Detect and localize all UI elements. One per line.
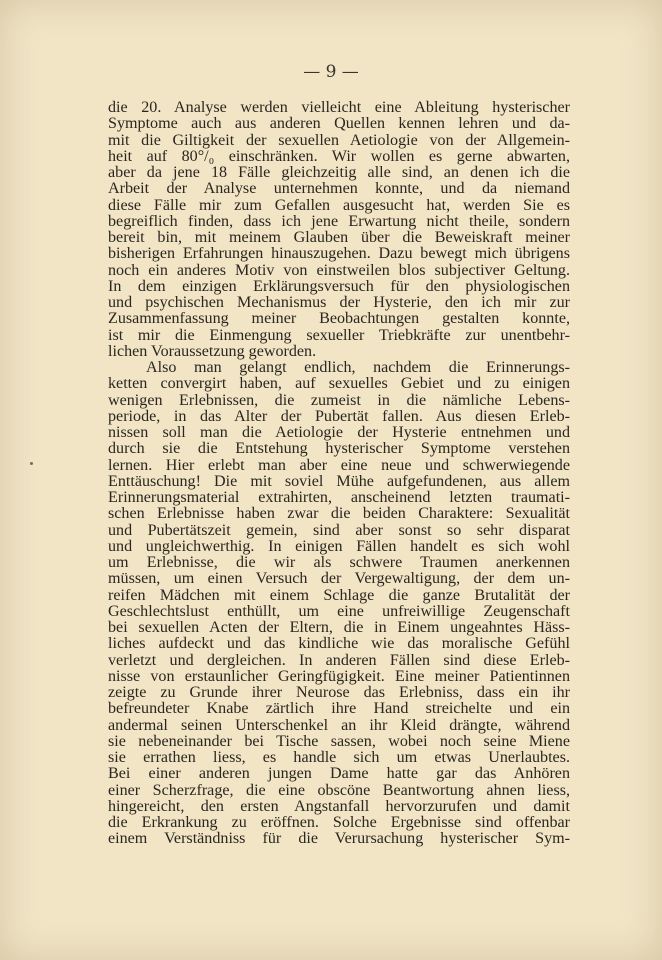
text-line: müssen, um einen Versuch der Vergewaltigung, der dem un- [108,570,570,588]
text-line: und ungleichwerthig. In einigen Fällen handelt es sich wohl [108,537,570,555]
text-line: nissen soll man die Aetiologie der Hysterie entnehmen und [108,424,570,441]
text-line: diese Fälle mir zum Gefallen ausgesucht hat, werden Sie es [108,196,570,214]
text-line: mit die Giltigkeit der sexuellen Aetiologie von der Allgemein- [108,131,570,149]
text-line: lernen. Hier erlebt man aber eine neue und schwerwiegende [108,456,570,474]
text-line: aber da jene 18 Fälle gleichzeitig alle sind, an denen ich die [108,164,570,181]
text-line: liches aufdeckt und das kindliche wie das moralische Gefühl [108,635,570,653]
text-line: Enttäuschung! Die mit soviel Mühe aufgefundenen, aus allem [108,472,570,490]
page-number: — 9 — [303,62,359,82]
text-line: bei sexuellen Acten der Eltern, die in Einem ungeahntes Häss- [108,619,570,636]
text-line: Symptome auch aus anderen Quellen kennen lehren und da- [108,115,570,133]
text-line: hingereicht, den ersten Angstanfall hervorzurufen und damit [108,797,570,815]
text-line: andermal seinen Unterschenkel an ihr Kleid drängte, während [108,716,570,734]
text-line: Also man gelangt endlich, nachdem die Erinnerungs- [146,359,570,376]
text-line: sie nebeneinander bei Tische sassen, wobei noch seine Miene [108,732,570,750]
text-line: heit auf 80°/₀ einschränken. Wir wollen es gerne abwarten, [108,147,570,165]
text-line: schen Erlebnisse haben zwar die beiden Charaktere: Sexualität [108,505,570,523]
text-line: reifen Mädchen mit einem Schlage die ganze Brutalität der [108,586,570,604]
text-line: und psychischen Mechanismus der Hysterie, den ich mir zur [108,294,570,311]
text-line: einer Scherzfrage, die eine obscöne Beantwortung ahnen liess, [108,781,570,799]
text-line: befreundeter Knabe zärtlich ihre Hand streichelte und ein [108,700,570,718]
text-line: um Erlebnisse, die wir als schwere Traumen anerkennen [108,554,570,571]
body-text [108,100,570,848]
text-line: ist mir die Einmengung sexueller Triebkräfte zur unentbehr- [108,326,570,344]
text-line: die Erkrankung zu eröffnen. Solche Ergebnisse sind offenbar [108,814,570,831]
text-line: periode, in das Alter der Pubertät fallen. Aus diesen Erleb- [108,407,570,425]
text-line: nisse von erstaunlicher Geringfügigkeit. Eine meiner Patientinnen [108,667,570,685]
text-line: lichen Voraussetzung geworden. [108,342,317,360]
text-line: zeigte zu Grunde ihrer Neurose das Erlebniss, dass ein ihr [108,684,570,701]
text-line: begreiflich finden, dass ich jene Erwartung nicht theile, sondern [108,212,570,230]
text-line: ketten convergirt haben, auf sexuelles Gebiet und zu einigen [108,375,570,393]
text-line: Bei einer anderen jungen Dame hatte gar das Anhören [108,765,570,783]
text-line: noch ein anderes Motiv von einstweilen blos subjectiver Geltung. [108,261,570,279]
text-line: bisherigen Erfahrungen hinauszugehen. Dazu bewegt mich übrigens [108,245,570,263]
text-line: verletzt und dergleichen. In anderen Fällen sind diese Erleb- [108,651,570,669]
text-line: In dem einzigen Erklärungsversuch für den physiologischen [108,277,570,295]
text-line: einem Verständniss für die Verursachung hysterischer Sym- [108,830,570,848]
text-line: Geschlechtslust enthüllt, um eine unfreiwillige Zeugenschaft [108,602,570,620]
text-line: sie errathen liess, es handle sich um etwas Unerlaubtes. [108,749,570,766]
ink-speck [30,462,33,465]
text-line: die 20. Analyse werden vielleicht eine Ableitung hysterischer [108,99,570,116]
text-line: bereit bin, mit meinem Glauben über die Beweiskraft meiner [108,229,570,246]
text-line: Erinnerungsmaterial extrahirten, anscheinend letzten traumati- [108,489,570,506]
text-line: durch sie die Entstehung hysterischer Symptome verstehen [108,440,570,458]
text-line: Zusammenfassung meiner Beobachtungen gestalten konnte, [108,310,570,328]
text-line: Arbeit der Analyse unternehmen konnte, und da niemand [108,180,570,198]
text-line: wenigen Erlebnissen, die zumeist in die nämliche Lebens- [108,391,570,409]
text-line: und Pubertätszeit gemein, sind aber sonst so sehr disparat [108,521,570,539]
